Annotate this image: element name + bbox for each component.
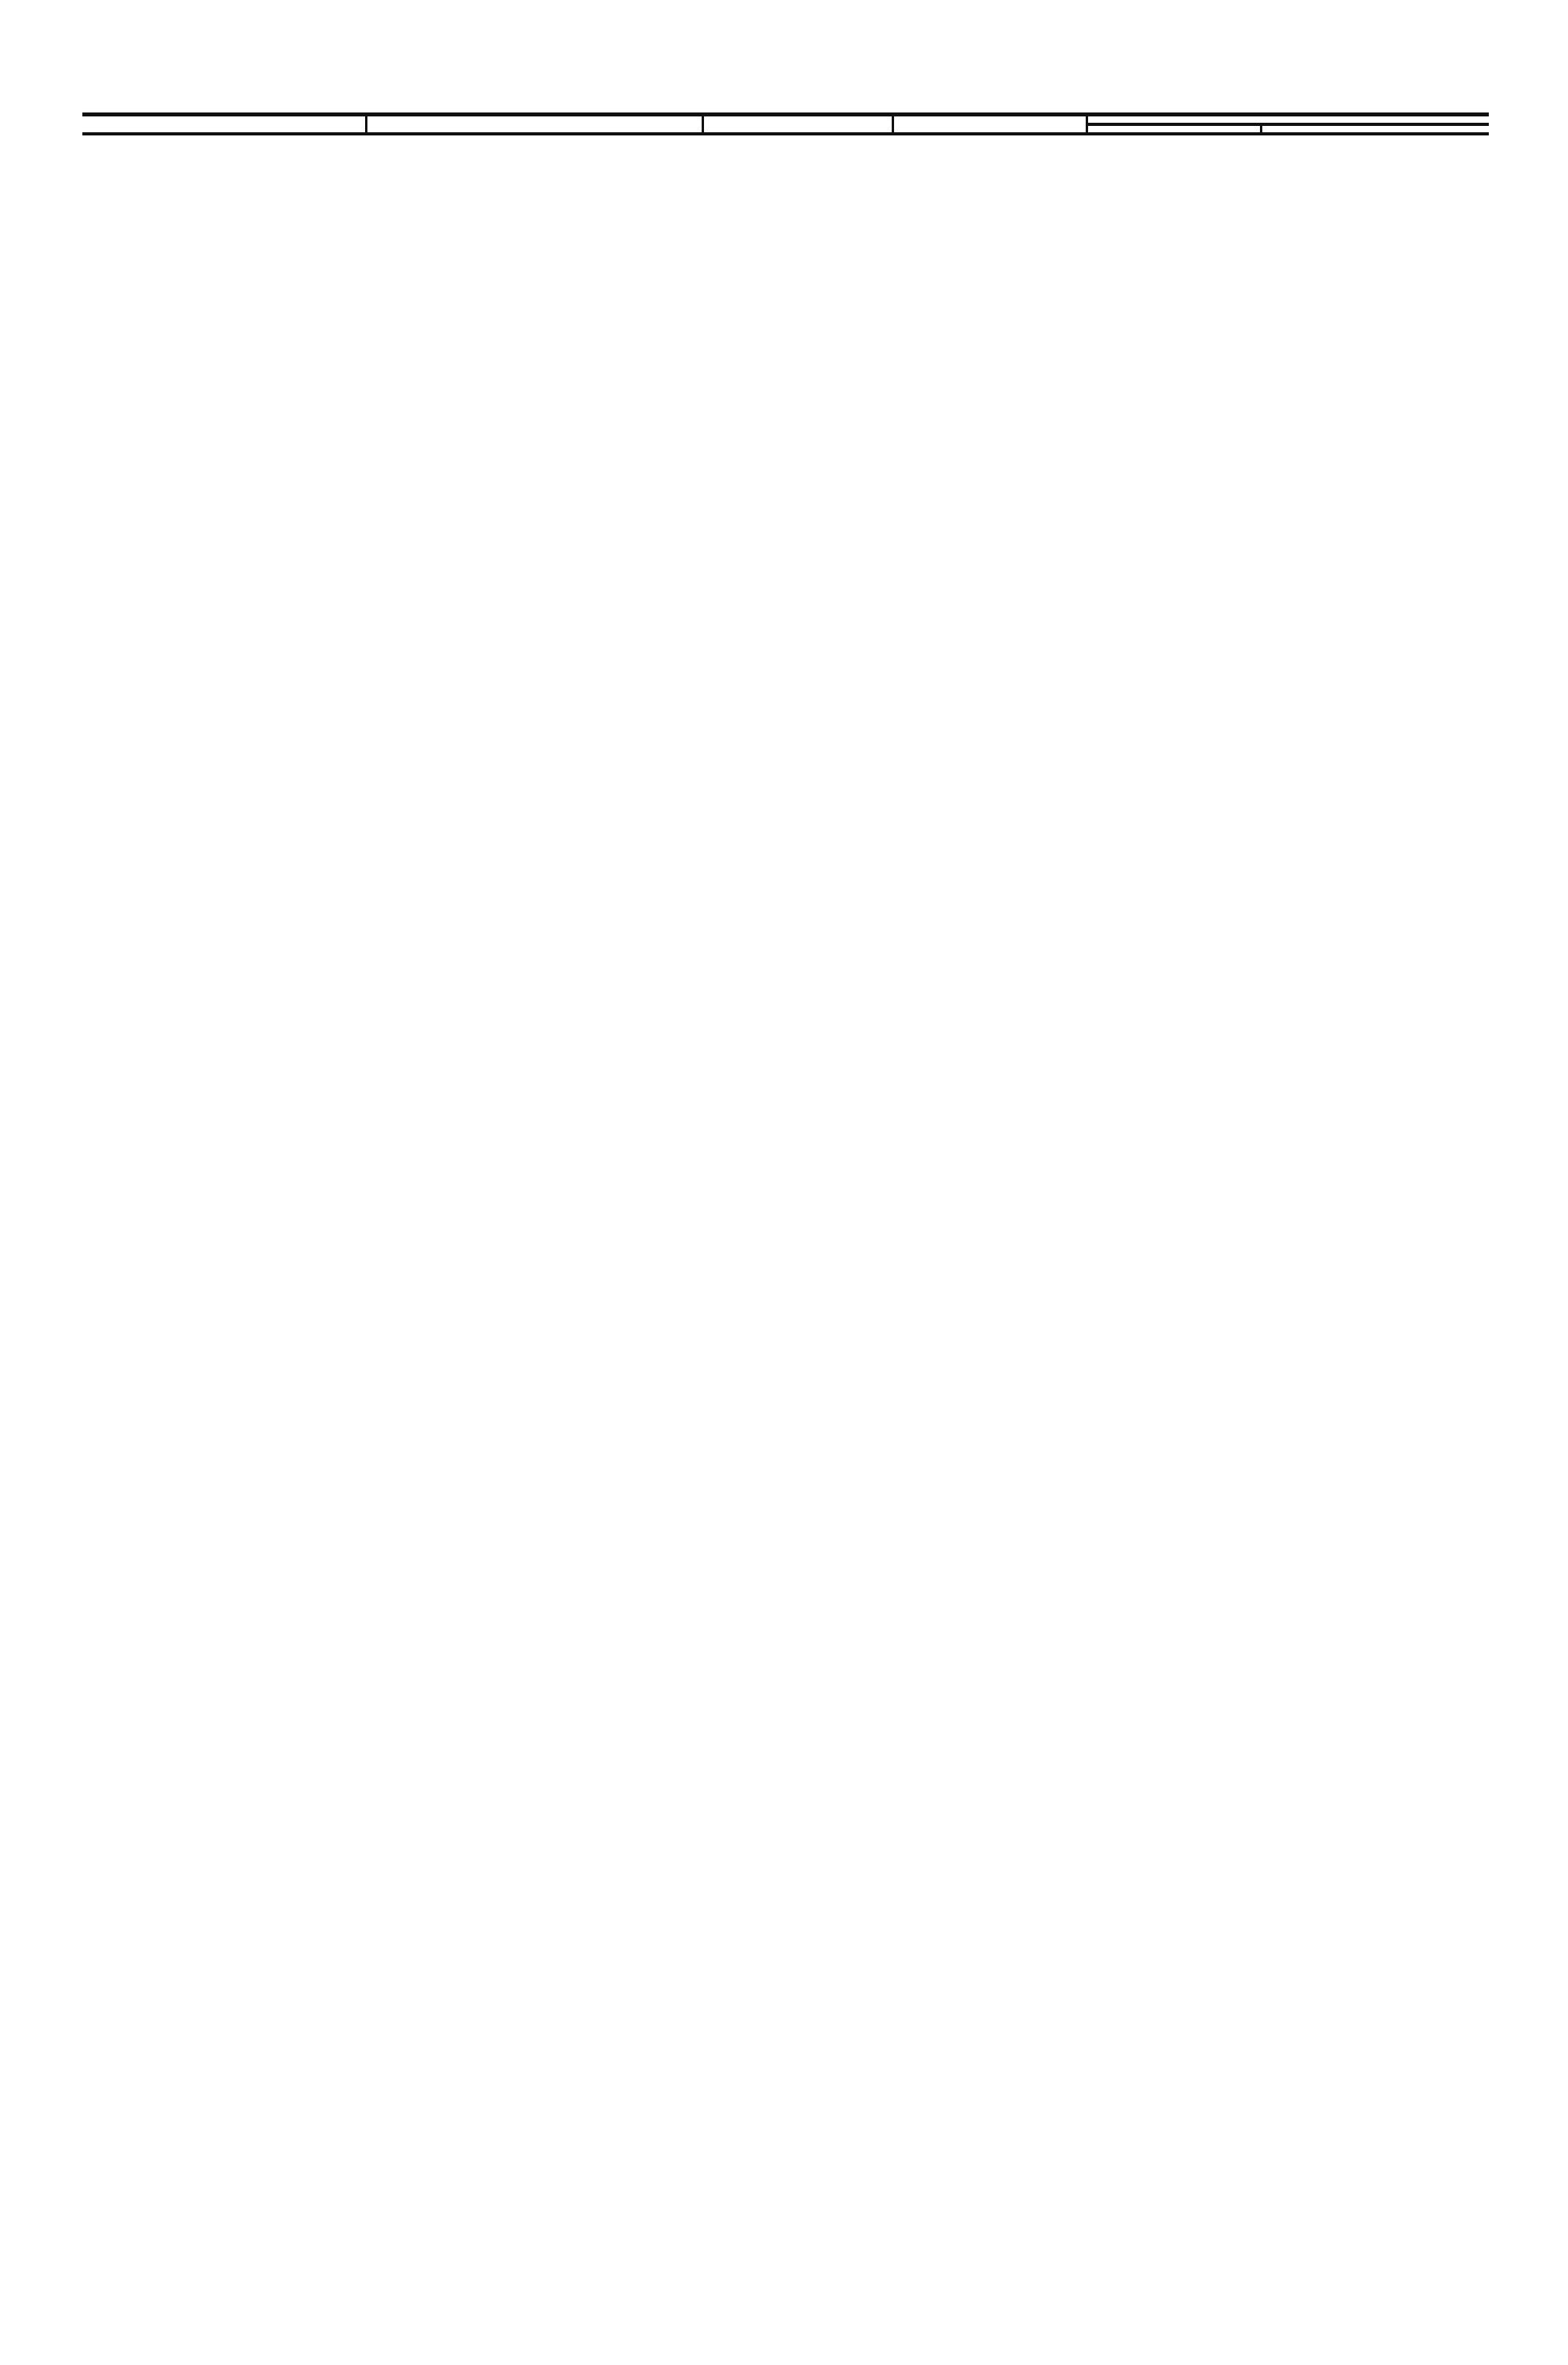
header-species (366, 115, 702, 135)
document-page (82, 71, 1489, 181)
watermark (0, 2138, 1568, 2365)
header-area (892, 115, 1087, 135)
header-region (82, 115, 366, 135)
header-biomass-total (702, 115, 892, 135)
header-avg-biomass (1087, 124, 1261, 134)
header-avg-production (1261, 124, 1489, 134)
header-avg-group (1087, 115, 1489, 125)
data-table (82, 112, 1489, 135)
